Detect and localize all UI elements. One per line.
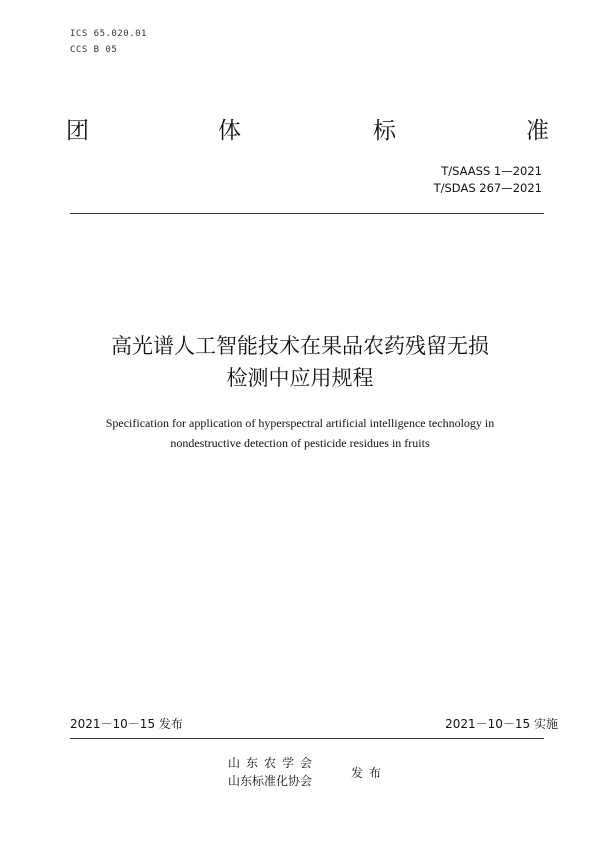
chinese-title-line-1: 高光谱人工智能技术在果品农药残留无损 (111, 334, 489, 358)
chinese-title (0, 330, 600, 394)
publication-date: 2021－10－15 发布 (70, 717, 183, 731)
header-divider (70, 213, 544, 214)
standard-type-char: 体 (218, 118, 241, 144)
english-title (0, 413, 600, 453)
ccs-code: CCS B 05 (70, 45, 118, 55)
issue-label: 发布 (351, 766, 388, 780)
implementation-date: 2021－10－15 实施 (445, 717, 558, 731)
standard-type-char: 团 (66, 118, 89, 144)
standard-type-char: 准 (526, 118, 549, 144)
ics-code: ICS 65.020.01 (70, 29, 147, 39)
chinese-title-line-2: 检测中应用规程 (226, 366, 374, 390)
footer-divider (70, 738, 544, 739)
standard-code-saass: T/SAASS 1—2021 (441, 164, 542, 178)
issuer-agricultural-society: 山东农学会 (228, 756, 319, 770)
standard-codes (434, 163, 542, 197)
standard-code-sdas: T/SDAS 267—2021 (433, 181, 542, 195)
issuer-standardization-association: 山东标准化协会 (228, 774, 313, 788)
issuing-organizations (228, 754, 318, 790)
english-title-line-2: nondestructive detection of pesticide residues in fruits (170, 436, 430, 450)
standard-type-heading (0, 117, 600, 147)
standard-type-char: 标 (373, 118, 396, 144)
english-title-line-1: Specification for application of hyperspectral artificial intelligence technology in (105, 416, 495, 430)
